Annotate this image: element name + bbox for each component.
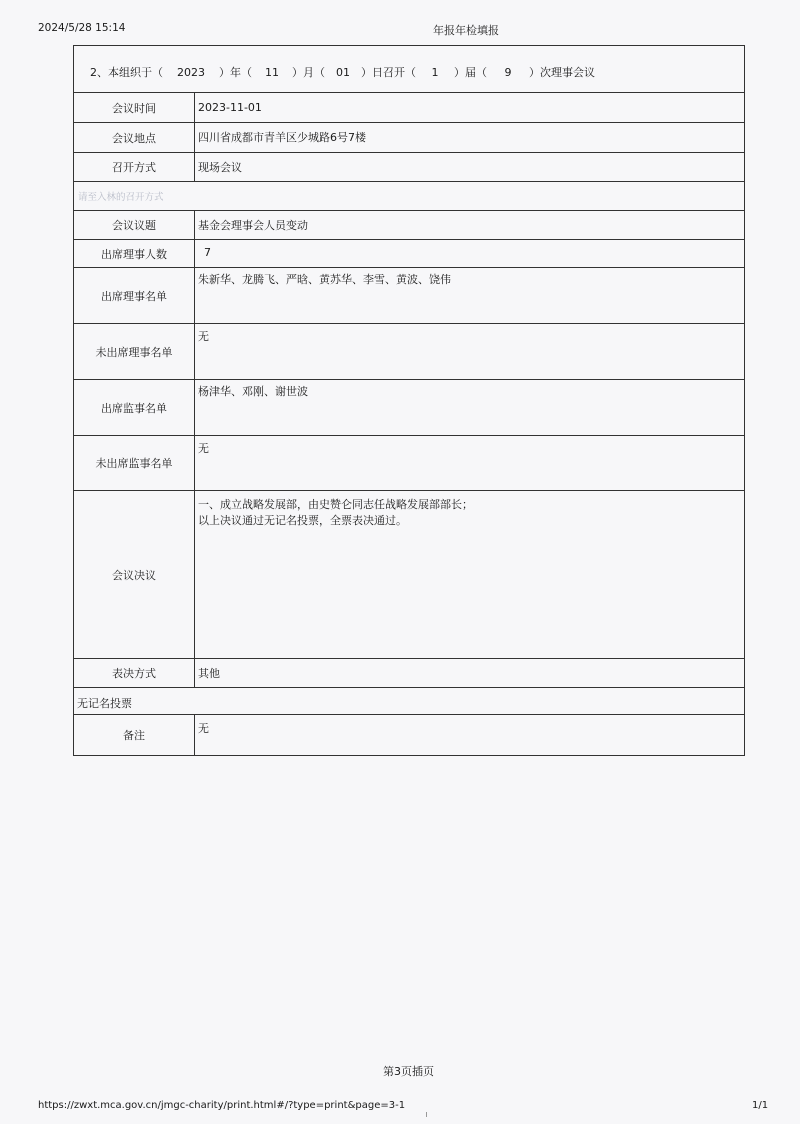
value-attend-count: 7 bbox=[204, 246, 211, 259]
value-attend-names: 朱新华、龙腾飞、严晗、黄苏华、李雪、黄波、饶伟 bbox=[198, 273, 451, 286]
row-absent-supervisors bbox=[74, 436, 744, 491]
meeting-term: 1 bbox=[431, 66, 439, 79]
row-meeting-method bbox=[74, 153, 744, 182]
faint-note: 请至入林的召开方式 bbox=[78, 192, 164, 203]
row-meeting-time bbox=[74, 93, 744, 123]
meeting-day: 01 bbox=[336, 66, 350, 79]
meeting-session: 9 bbox=[504, 66, 512, 79]
row-faint-note bbox=[74, 182, 744, 211]
footer-page-label: 第3页插页 bbox=[383, 1065, 434, 1078]
scan-mark bbox=[426, 1112, 427, 1117]
value-meeting-topic: 基金会理事会人员变动 bbox=[198, 219, 308, 232]
label-absent-names: 未出席理事名单 bbox=[74, 324, 195, 379]
row-supervisor-names bbox=[74, 380, 744, 436]
meeting-year-unit: ）年（ bbox=[219, 66, 252, 79]
row-vote-note bbox=[74, 688, 744, 715]
label-absent-supervisors: 未出席监事名单 bbox=[74, 436, 195, 490]
label-supervisor-names: 出席监事名单 bbox=[74, 380, 195, 435]
footer-url: https://zwxt.mca.gov.cn/jmgc-charity/print.html#/?type=print&page=3-1 bbox=[38, 1100, 406, 1111]
value-absent-names: 无 bbox=[198, 330, 209, 343]
row-absent-names bbox=[74, 324, 744, 380]
row-remarks bbox=[74, 715, 744, 755]
row-attend-count bbox=[74, 240, 744, 268]
value-remarks: 无 bbox=[198, 722, 209, 735]
label-attend-count: 出席理事人数 bbox=[74, 240, 195, 267]
label-attend-names: 出席理事名单 bbox=[74, 268, 195, 323]
label-remarks: 备注 bbox=[74, 715, 195, 755]
meeting-day-unit: ）日召开（ bbox=[361, 66, 416, 79]
value-meeting-time: 2023-11-01 bbox=[198, 101, 262, 114]
meeting-line-suffix: ）次理事会议 bbox=[529, 66, 595, 79]
value-meeting-method: 现场会议 bbox=[198, 161, 242, 174]
label-meeting-topic: 会议议题 bbox=[74, 211, 195, 239]
meeting-month: 11 bbox=[265, 66, 279, 79]
row-attend-names bbox=[74, 268, 744, 324]
value-absent-supervisors: 无 bbox=[198, 442, 209, 455]
row-resolution bbox=[74, 491, 744, 659]
meeting-line-prefix: 2、本组织于（ bbox=[90, 66, 163, 79]
meeting-year: 2023 bbox=[177, 66, 205, 79]
row-meeting-location bbox=[74, 123, 744, 153]
page-title: 年报年检填报 bbox=[433, 24, 499, 37]
vote-note: 无记名投票 bbox=[77, 697, 132, 710]
label-vote-method: 表决方式 bbox=[74, 659, 195, 687]
value-supervisor-names: 杨津华、邓刚、谢世波 bbox=[198, 385, 308, 398]
value-meeting-location: 四川省成都市青羊区少城路6号7楼 bbox=[198, 131, 366, 144]
row-meeting-topic bbox=[74, 211, 744, 240]
value-vote-method: 其他 bbox=[198, 667, 220, 680]
label-meeting-time: 会议时间 bbox=[74, 93, 195, 122]
meeting-month-unit: ）月（ bbox=[292, 66, 325, 79]
label-meeting-method: 召开方式 bbox=[74, 153, 195, 181]
resolution-line-2: 以上决议通过无记名投票，全票表决通过。 bbox=[198, 514, 407, 527]
value-resolution bbox=[198, 497, 740, 529]
row-vote-method bbox=[74, 659, 744, 688]
meeting-term-unit: ）届（ bbox=[454, 66, 487, 79]
print-datetime: 2024/5/28 15:14 bbox=[38, 22, 126, 34]
label-resolution: 会议决议 bbox=[74, 491, 195, 658]
meeting-summary-line bbox=[74, 46, 744, 93]
footer-page-count: 1/1 bbox=[752, 1100, 769, 1111]
label-meeting-location: 会议地点 bbox=[74, 123, 195, 152]
resolution-line-1: 一、成立战略发展部，由史赞仑同志任战略发展部部长； bbox=[198, 498, 473, 511]
